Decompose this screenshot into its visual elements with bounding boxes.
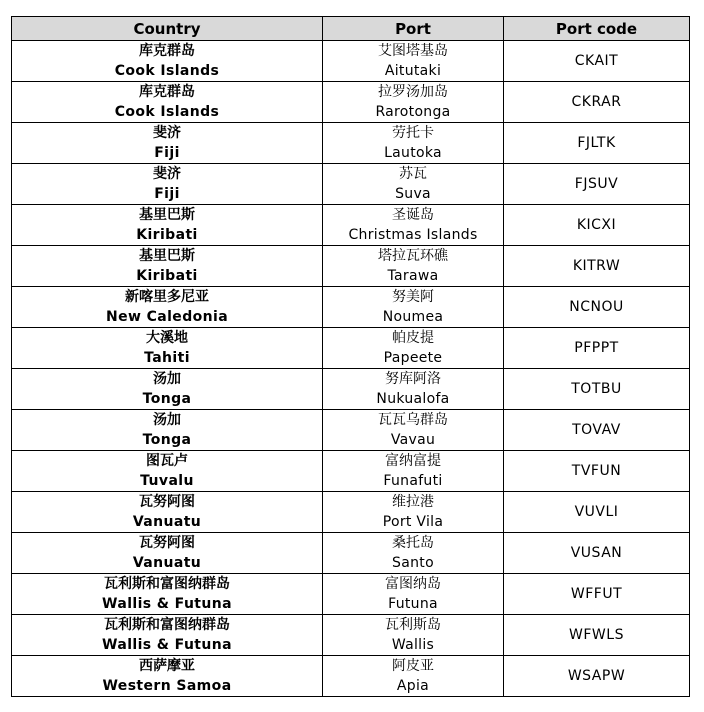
port-name-zh: 阿皮亚	[392, 658, 434, 674]
port-cell	[323, 123, 504, 164]
port-name-zh: 努库阿洛	[385, 371, 441, 387]
table-row	[12, 492, 690, 533]
header-port: Port	[323, 17, 504, 41]
port-cell	[323, 369, 504, 410]
ports-table	[11, 16, 690, 697]
port-name-zh: 瓦瓦乌群岛	[378, 412, 448, 428]
country-cell	[12, 164, 323, 205]
country-name-zh: 汤加	[153, 412, 181, 428]
table-row	[12, 656, 690, 697]
table-row	[12, 369, 690, 410]
port-cell	[323, 451, 504, 492]
port-code-cell: WFFUT	[504, 574, 690, 615]
country-name-zh: 库克群岛	[139, 43, 195, 59]
country-name-en: Tonga	[142, 432, 192, 448]
country-name-zh: 瓦努阿图	[139, 535, 195, 551]
port-cell	[323, 287, 504, 328]
table-row	[12, 246, 690, 287]
port-name-zh: 艾图塔基岛	[378, 43, 448, 59]
port-code-cell: FJLTK	[504, 123, 690, 164]
port-code-cell: KITRW	[504, 246, 690, 287]
port-name-en: Wallis	[391, 637, 435, 653]
country-name-zh: 瓦努阿图	[139, 494, 195, 510]
country-name-en: Western Samoa	[102, 678, 232, 694]
country-cell	[12, 205, 323, 246]
table-row	[12, 574, 690, 615]
port-name-zh: 富图纳岛	[385, 576, 441, 592]
port-name-zh: 桑托岛	[392, 535, 434, 551]
port-name-zh: 瓦利斯岛	[385, 617, 441, 633]
port-code-cell: WSAPW	[504, 656, 690, 697]
country-cell	[12, 533, 323, 574]
port-code-cell: CKAIT	[504, 41, 690, 82]
country-cell	[12, 246, 323, 287]
country-name-en: New Caledonia	[105, 309, 229, 325]
table-row	[12, 533, 690, 574]
country-cell	[12, 574, 323, 615]
country-cell	[12, 287, 323, 328]
port-cell	[323, 533, 504, 574]
country-name-en: Kiribati	[136, 268, 198, 284]
port-name-zh: 圣诞岛	[392, 207, 434, 223]
country-name-en: Cook Islands	[114, 63, 220, 79]
country-cell	[12, 410, 323, 451]
country-cell	[12, 123, 323, 164]
port-code-cell: TVFUN	[504, 451, 690, 492]
port-name-zh: 劳托卡	[392, 125, 434, 141]
country-name-en: Kiribati	[136, 227, 198, 243]
port-cell	[323, 574, 504, 615]
port-name-en: Futuna	[388, 596, 438, 612]
port-cell	[323, 492, 504, 533]
port-name-zh: 富纳富提	[385, 453, 441, 469]
country-name-zh: 库克群岛	[139, 84, 195, 100]
country-name-zh: 斐济	[153, 166, 181, 182]
port-name-en: Port Vila	[382, 514, 444, 530]
port-name-en: Apia	[396, 678, 430, 694]
port-name-en: Papeete	[383, 350, 443, 366]
country-cell	[12, 656, 323, 697]
port-name-en: Santo	[392, 555, 434, 571]
country-name-en: Tuvalu	[140, 473, 194, 489]
country-name-en: Fiji	[154, 186, 180, 202]
port-code-cell: TOVAV	[504, 410, 690, 451]
port-cell	[323, 615, 504, 656]
port-code-cell: KICXI	[504, 205, 690, 246]
port-code-cell: PFPPT	[504, 328, 690, 369]
port-cell	[323, 41, 504, 82]
port-cell	[323, 164, 504, 205]
country-name-en: Tonga	[142, 391, 192, 407]
table-row	[12, 410, 690, 451]
table-row	[12, 287, 690, 328]
port-name-zh: 维拉港	[392, 494, 434, 510]
country-name-zh: 斐济	[153, 125, 181, 141]
port-code-cell: TOTBU	[504, 369, 690, 410]
table-row	[12, 451, 690, 492]
country-name-zh: 基里巴斯	[139, 248, 195, 264]
country-name-en: Vanuatu	[132, 555, 202, 571]
country-name-zh: 瓦利斯和富图纳群岛	[104, 576, 230, 592]
port-cell	[323, 205, 504, 246]
port-name-en: Suva	[395, 186, 431, 202]
table-body	[12, 41, 690, 697]
table-row	[12, 123, 690, 164]
port-cell	[323, 82, 504, 123]
port-cell	[323, 328, 504, 369]
header-country: Country	[12, 17, 323, 41]
country-name-zh: 基里巴斯	[139, 207, 195, 223]
port-name-zh: 苏瓦	[399, 166, 427, 182]
table-row	[12, 41, 690, 82]
country-cell	[12, 328, 323, 369]
table-row	[12, 164, 690, 205]
country-name-en: Cook Islands	[114, 104, 220, 120]
country-cell	[12, 615, 323, 656]
country-name-zh: 瓦利斯和富图纳群岛	[104, 617, 230, 633]
port-code-cell: VUVLI	[504, 492, 690, 533]
country-cell	[12, 369, 323, 410]
port-name-zh: 塔拉瓦环礁	[378, 248, 448, 264]
port-name-zh: 拉罗汤加岛	[378, 84, 448, 100]
port-name-en: Tarawa	[387, 268, 439, 284]
country-name-zh: 图瓦卢	[146, 453, 188, 469]
port-name-zh: 帕皮提	[392, 330, 434, 346]
port-code-cell: VUSAN	[504, 533, 690, 574]
port-cell	[323, 410, 504, 451]
port-code-cell: WFWLS	[504, 615, 690, 656]
port-name-en: Rarotonga	[375, 104, 451, 120]
country-cell	[12, 492, 323, 533]
country-name-zh: 大溪地	[146, 330, 188, 346]
country-name-zh: 新喀里多尼亚	[125, 289, 209, 305]
country-name-en: Tahiti	[144, 350, 190, 366]
port-name-en: Noumea	[382, 309, 444, 325]
port-name-zh: 努美阿	[392, 289, 434, 305]
table-row	[12, 205, 690, 246]
port-code-cell: NCNOU	[504, 287, 690, 328]
country-name-zh: 西萨摩亚	[139, 658, 195, 674]
port-name-en: Vavau	[390, 432, 436, 448]
country-name-en: Wallis & Futuna	[102, 637, 232, 653]
country-name-en: Wallis & Futuna	[102, 596, 232, 612]
port-name-en: Lautoka	[384, 145, 442, 161]
header-row	[12, 17, 690, 41]
country-cell	[12, 82, 323, 123]
table-row	[12, 328, 690, 369]
country-cell	[12, 451, 323, 492]
table-row	[12, 82, 690, 123]
port-name-en: Christmas Islands	[348, 227, 478, 243]
port-name-en: Funafuti	[383, 473, 443, 489]
port-name-en: Nukualofa	[376, 391, 450, 407]
country-cell	[12, 41, 323, 82]
port-cell	[323, 656, 504, 697]
table-row	[12, 615, 690, 656]
port-cell	[323, 246, 504, 287]
country-name-en: Vanuatu	[132, 514, 202, 530]
port-name-en: Aitutaki	[384, 63, 442, 79]
country-name-en: Fiji	[154, 145, 180, 161]
header-port-code: Port code	[504, 17, 690, 41]
port-code-cell: CKRAR	[504, 82, 690, 123]
port-code-cell: FJSUV	[504, 164, 690, 205]
country-name-zh: 汤加	[153, 371, 181, 387]
